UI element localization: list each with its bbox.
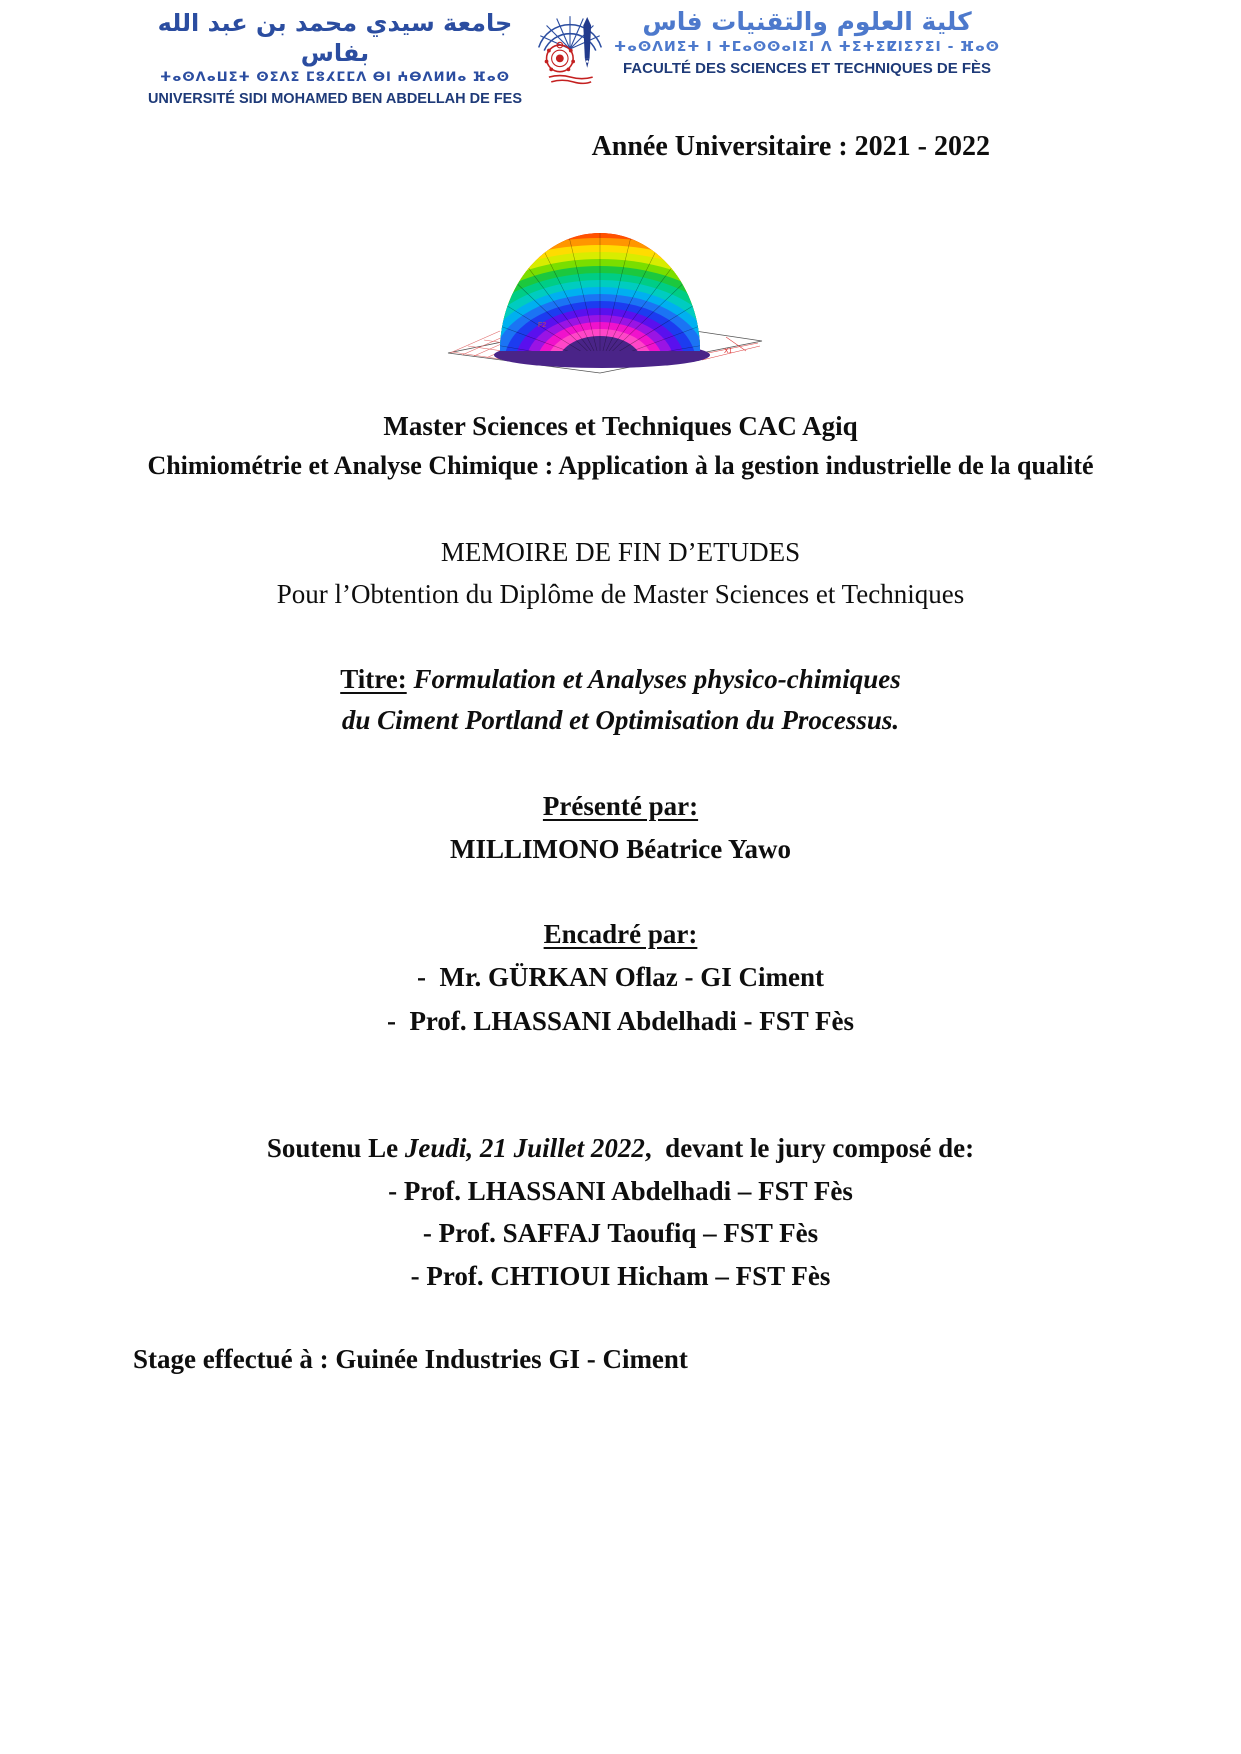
faculty-name-latin: FACULTÉ DES SCIENCES ET TECHNIQUES DE FÈS: [622, 59, 992, 77]
response-surface-3d-icon: [440, 203, 770, 375]
memoir-subheading: Pour l’Obtention du Diplôme de Master Sciences et Techniques: [276, 579, 965, 609]
university-name-arabic: جامعة سيدي محمد بن عبد الله بفاس: [157, 9, 513, 67]
university-logo-emblem-icon: [527, 2, 613, 96]
defense-prefix: Soutenu Le: [266, 1133, 405, 1163]
title-line1: [0, 664, 1241, 695]
title-text: Formulation et Analyses physico-chimiques: [406, 664, 901, 694]
faculty-name-tifinagh: ⵜⴰⵙⴷⵍⵉⵜ ⵏ ⵜⵎⴰⵙⵙⴰⵏⵉⵏ ⴷ ⵜⵉⵜⵉⵇⵏⵉⵢⵉⵏ - ⴼⴰⵙ: [614, 39, 1000, 56]
university-name-tifinagh: ⵜⴰⵙⴷⴰⵡⵉⵜ ⵙⵉⴷⵉ ⵎⵓⵃⵎⵎⴷ ⴱⵏ ⵄⴱⴷⵍⵍⴰ ⴼⴰⵙ: [160, 70, 510, 85]
faculty-name-arabic: كلية العلوم والتقنيات فاس: [642, 7, 972, 36]
header-university-block: [140, 8, 530, 108]
supervised-by-heading: [0, 919, 1241, 950]
program-description: Chimiométrie et Analyse Chimique : Application à la gestion industrielle de la qualité: [147, 451, 1094, 480]
supervisor-item: - Mr. GÜRKAN Oflaz - GI Ciment: [417, 962, 824, 992]
supervised-by-label: Encadré par:: [543, 919, 698, 949]
jury-member: - Prof. LHASSANI Abdelhadi – FST Fès: [388, 1176, 853, 1206]
defense-line: [0, 1133, 1241, 1164]
surface-plot-figure: [440, 203, 770, 375]
title-label: Titre:: [340, 664, 407, 694]
figure-axis-label-f2: F2: [538, 322, 547, 329]
presented-by-heading: [0, 791, 1241, 822]
header-faculty-block: [614, 6, 1000, 79]
internship-location: Stage effectué à : Guinée Industries GI - Ciment: [133, 1344, 688, 1374]
author-name: MILLIMONO Béatrice Yawo: [450, 834, 791, 864]
jury-member: - Prof. CHTIOUI Hicham – FST Fès: [410, 1261, 831, 1291]
presented-by-label: Présenté par:: [542, 791, 699, 821]
program-name: Master Sciences et Techniques CAC Agiq: [383, 411, 858, 441]
supervisor-item: - Prof. LHASSANI Abdelhadi - FST Fès: [386, 1006, 855, 1036]
defense-suffix: , devant le jury composé de:: [644, 1133, 975, 1163]
memoir-heading: MEMOIRE DE FIN D’ETUDES: [440, 537, 801, 567]
academic-year: Année Universitaire : 2021 - 2022: [591, 131, 990, 162]
title-line2: du Ciment Portland et Optimisation du Processus.: [341, 705, 900, 735]
university-name-latin: UNIVERSITÉ SIDI MOHAMED BEN ABDELLAH DE FES: [147, 91, 523, 108]
university-logo: [527, 2, 613, 96]
figure-axis-label-x1: X1: [724, 348, 733, 355]
jury-member: - Prof. SAFFAJ Taoufiq – FST Fès: [422, 1218, 819, 1248]
defense-date: Jeudi, 21 Juillet 2022: [404, 1133, 645, 1163]
